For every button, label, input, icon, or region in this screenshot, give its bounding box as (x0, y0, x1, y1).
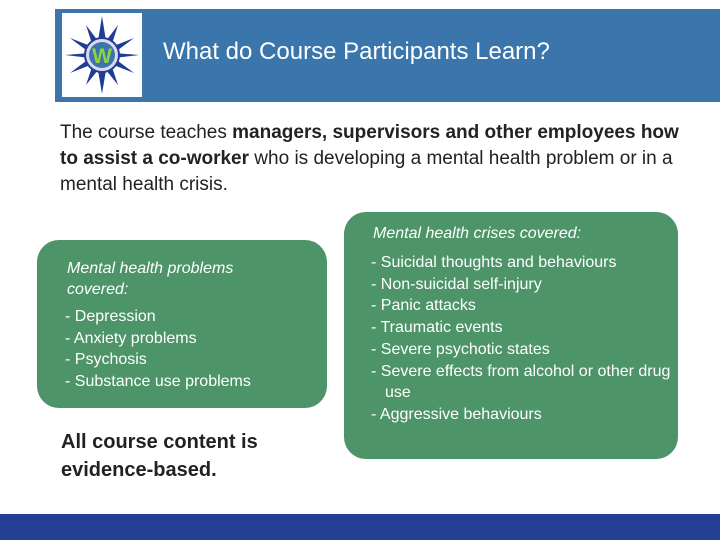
list-item: - Severe effects from alcohol or other drug use (371, 362, 671, 402)
list-item: - Non-suicidal self-injury (371, 275, 542, 293)
list-item: - Aggressive behaviours (371, 405, 542, 423)
intro-paragraph (60, 120, 680, 198)
footer-bar (0, 514, 720, 540)
logo (62, 13, 142, 97)
logo-letter: W (92, 45, 112, 68)
mental-health-problems-panel (37, 240, 327, 408)
list-item: - Panic attacks (371, 297, 476, 315)
list-item: - Substance use problems (65, 373, 251, 391)
intro-text-end: who is developing a mental health problem or in a mental health crisis. (60, 148, 673, 195)
crises-list (371, 252, 671, 426)
intro-bold-text: managers, supervisors and other employees how to assist a co-worker (60, 122, 679, 169)
list-item: - Severe psychotic states (371, 340, 550, 358)
list-item: - Suicidal thoughts and behaviours (371, 254, 617, 271)
list-item: - Traumatic events (371, 319, 503, 337)
problems-heading: Mental health problems covered: (67, 260, 234, 298)
slide-title: What do Course Participants Learn? (163, 38, 550, 65)
list-item: - Psychosis (65, 351, 147, 369)
mental-health-crises-panel (344, 212, 678, 459)
list-item: - Depression (65, 308, 156, 325)
compass-star-icon (62, 13, 142, 97)
list-item: - Anxiety problems (65, 329, 197, 347)
problems-list (65, 306, 315, 393)
evidence-note: All course content is evidence-based. (61, 431, 258, 481)
crises-heading: Mental health crises covered: (373, 225, 582, 242)
intro-text-start: The course teaches (60, 122, 233, 143)
